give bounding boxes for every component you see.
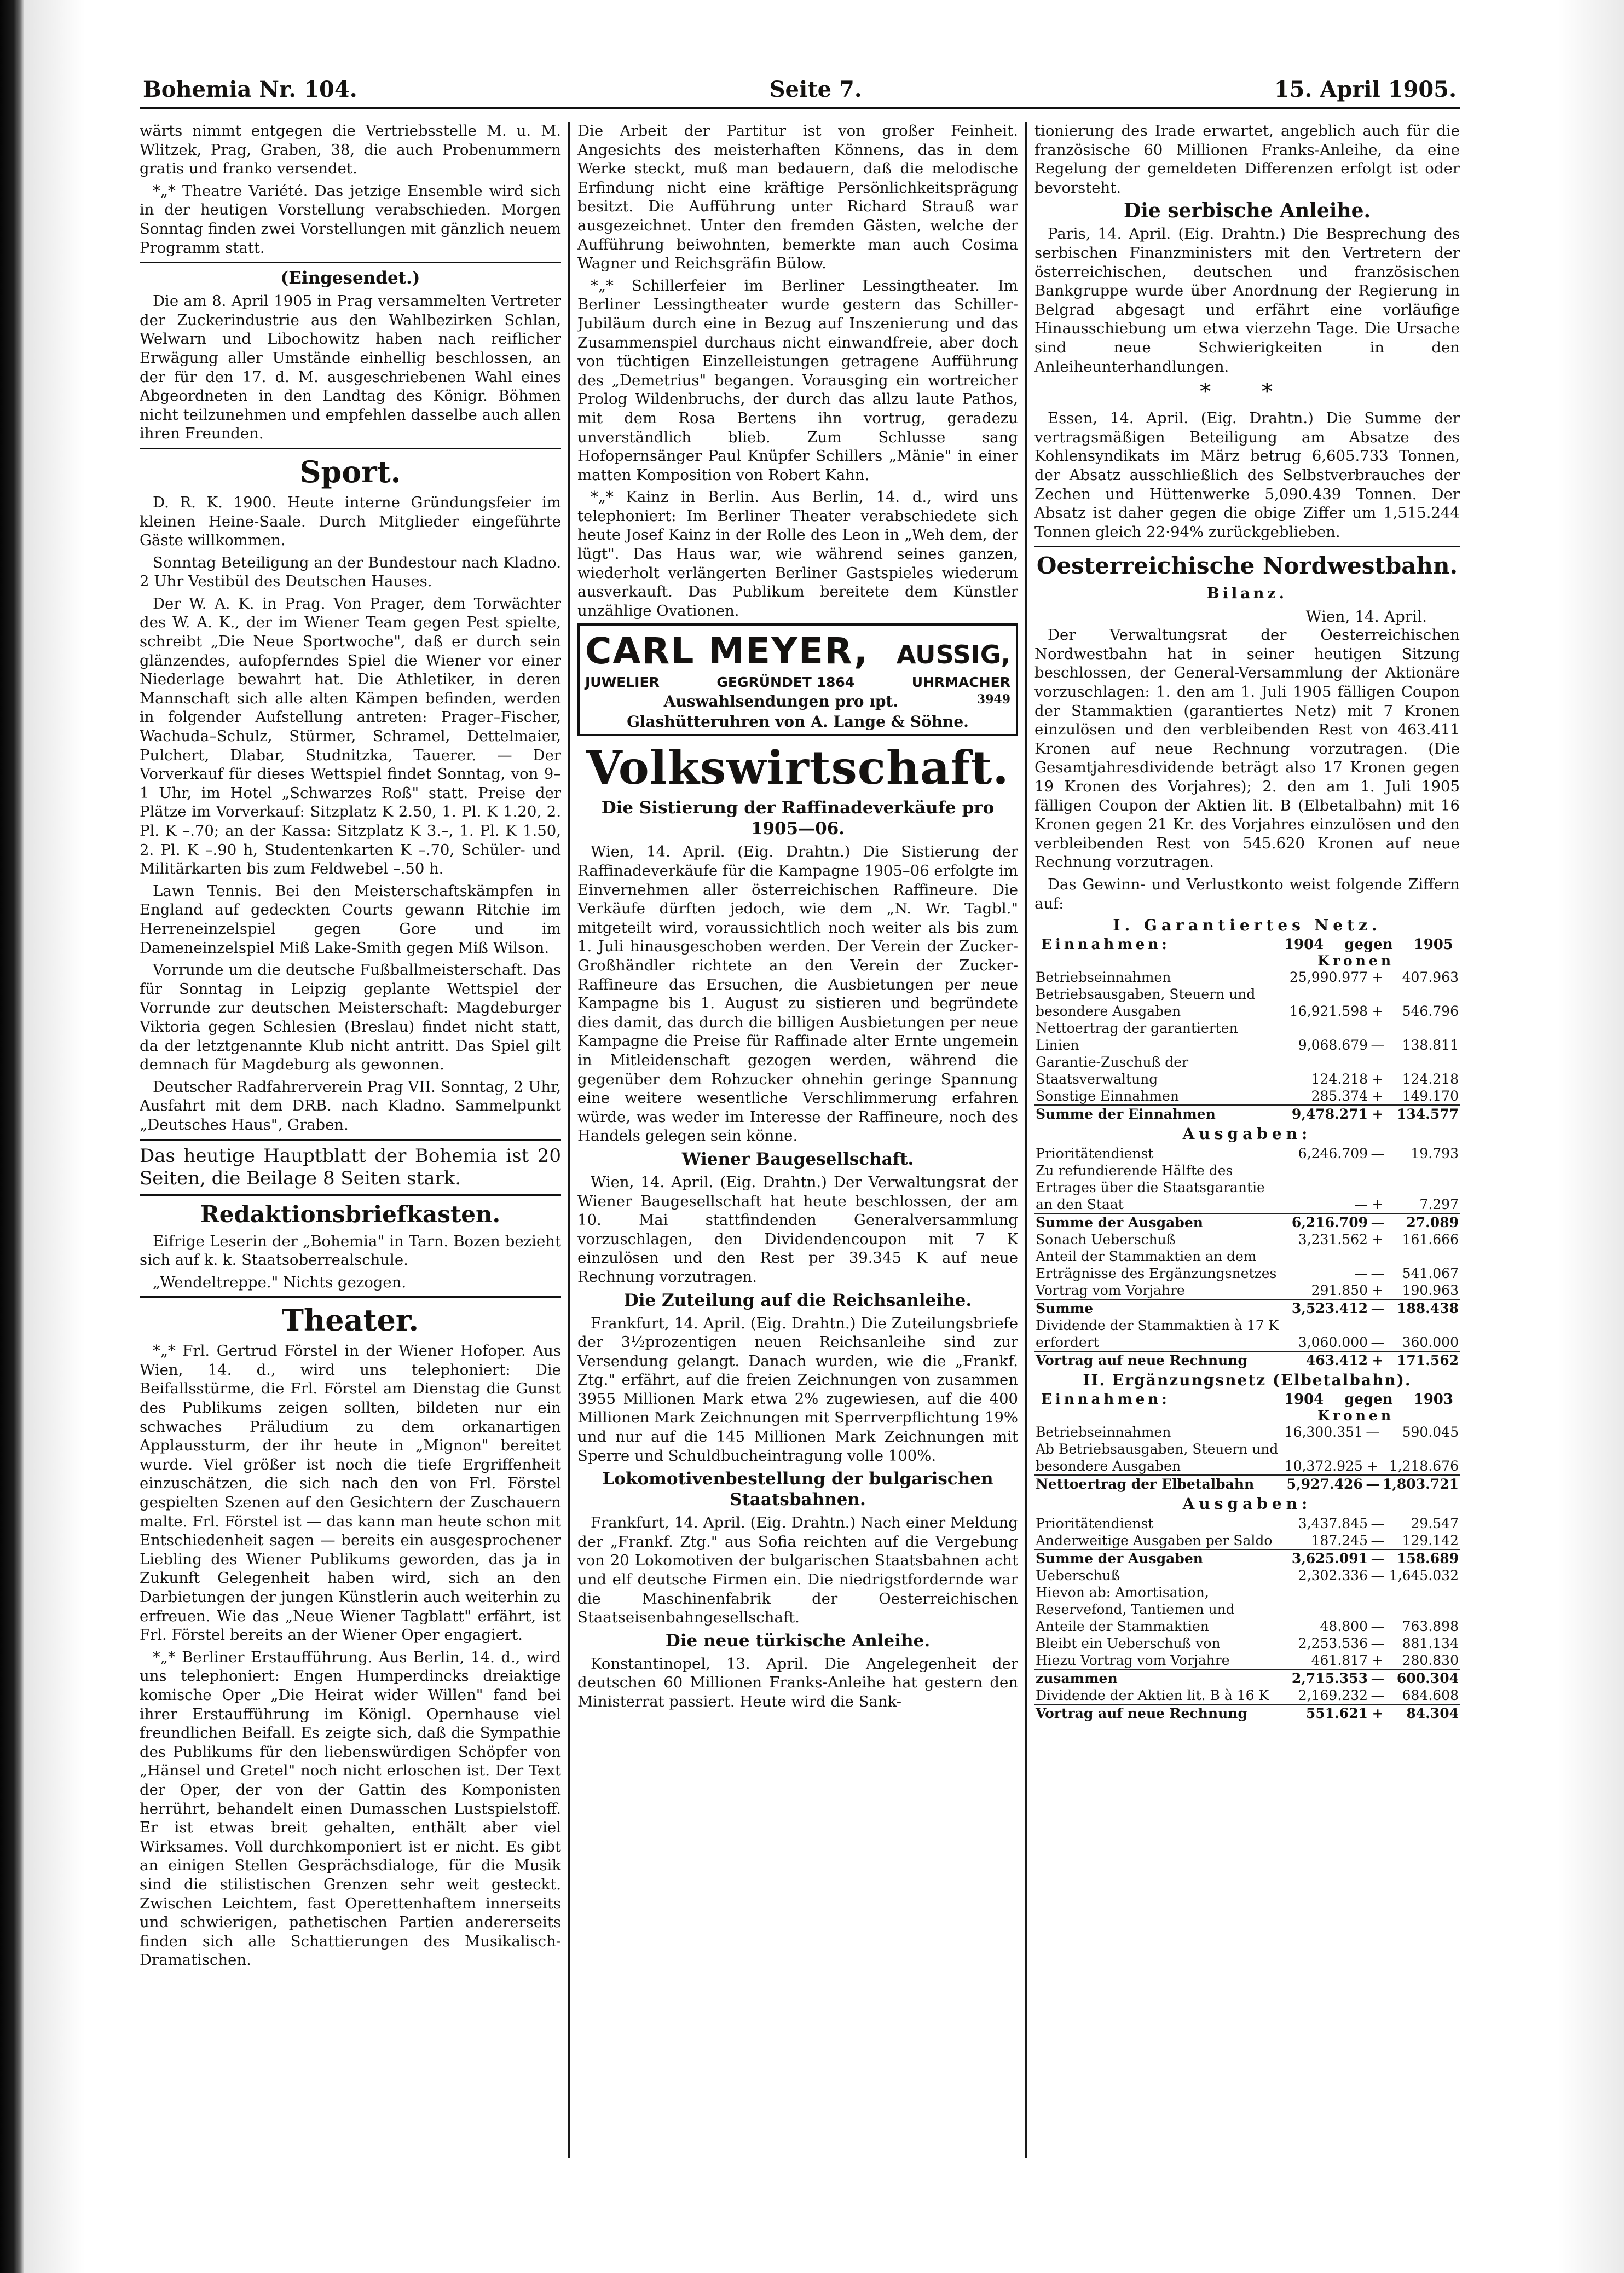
column-rule [1025,122,1027,2158]
article-heading: Wiener Baugesellschaft. [681,1149,914,1169]
row-label: Betriebseinnahmen [1036,969,1171,986]
table-row [1034,1213,1460,1231]
section-heading: (Eingesendet.) [280,268,420,288]
article-paragraph: *„* Frl. Gertrud Förstel in der Wiener Hofoper. Aus Wien, 14. d., wird uns telephoniert: Die Beifallsstürme, die Frl. Förstel am Dienstag die Gunst des Publikums zeigen sollten, bildeten nur ein schwaches Präludium zu dem orkanartigen Applaussturm, der ihr heute in „Mignon" bereitet wurde. Viel größer ist noch die tiefe Ergriffenheit einzuschätzen, die sich nach den von Frl. Förstel gespielten Szenen auf den Gesichtern der Zuschauern malte. Frl. Förstel ist — das kann man heute schon mit Entschiedenheit sagen — bereits ein ausgesprochener Liebling des Wiener Publikums geworden, das ja in Zukunft Gelegenheit haben wird, sich an den Darbietungen der jungen Künstlerin auch weiterhin zu erfreuen. Wie das „Neue Wiener Tagblatt" erfährt, ist Frl. Förstel bereits an der Wiener Oper engagiert. [140,1342,561,1644]
article-paragraph: Frankfurt, 14. April. (Eig. Drahtn.) Nach einer Meldung der „Frankf. Ztg." aus Sofia reichten auf die Vergebung von 20 Lokomotiven der bulgarischen Staatsbahnen acht und elf deutsche Firmen ein. Die niedrigstfordernde war die Maschinenfabrik der Oesterreichischen Staatseisenbahngesellschaft. [577,1514,1018,1627]
row-label: Zu refundierende Hälfte des Ertrages über die Staatsgarantie an den Staat [1036,1162,1265,1213]
table-row [1034,1162,1460,1213]
article-paragraph: *„* Theatre Variété. Das jetzige Ensemble wird sich in der heutigen Vorstellung verabschieden. Morgen Sonntag finden zwei Vorstellungen mit gänzlich neuem Programm statt. [140,182,561,257]
table-caption: Einnahmen: [1041,1391,1170,1408]
value-change: 7.297 [1419,1196,1459,1213]
value-1904: 3,231.562 [1298,1231,1368,1248]
book-binding-shadow [0,0,25,2273]
change-sign: — [1371,1334,1385,1351]
ad-line: Glashütteruhren von A. Lange & Söhne. [627,713,969,731]
value-1904: 3,523.412 [1285,1299,1369,1317]
value-change: 881.134 [1402,1635,1459,1652]
table-row [1034,1532,1460,1549]
article-heading: Die Zuteilung auf die Reichsanleihe. [623,1290,972,1310]
value-change: 158.689 [1386,1549,1460,1567]
change-sign: — [1369,1213,1386,1231]
value-change: 590.045 [1402,1424,1459,1441]
value-1904: 2,302.336 [1298,1568,1368,1584]
year-label: 1905 [1413,936,1453,953]
value-change: 600.304 [1386,1669,1460,1687]
table-row [1034,1317,1460,1351]
value-change: 407.963 [1402,969,1459,986]
page-count-note: Das heutige Hauptblatt der Bohemia ist 20 Seiten, die Beilage 8 Seiten stark. [140,1144,561,1189]
article-paragraph: Wien, 14. April. (Eig. Drahtn.) Der Verwaltungsrat der Wiener Baugesellschaft hat heute beschlossen, der am 10. Mai stattfindenden Generalversammlung vorzuschlagen, den Dividendencoupon mit 7 K einzulösen und den Rest per 39.345 K auf neue Rechnung vorzutragen. [577,1173,1018,1286]
value-change: 19.793 [1411,1146,1459,1162]
article-paragraph: Das Gewinn- und Verlustkonto weist folgende Ziffern auf: [1034,876,1460,912]
article-paragraph: Der Verwaltungsrat der Oesterreichischen Nordwestbahn hat in seiner heutigen Sitzung beschlossen, der General-Versammlung der Aktionäre vorzuschlagen: 1. den am 1. Juli 1905 fälligen Coupon der Stammaktien (garantiertes Netz) mit 7 Kronen einzulösen und den verbleibenden Rest von 463.411 Kronen auf neue Rechnung vorzutragen. (Die Gesamtjahresdividende beträgt also 17 Kronen gegen 19 Kronen des Vorjahres); 2. den am 1. Juli 1905 fälligen Coupon der Aktien lit. B (Elbetalbahn) mit 16 Kronen gegen 21 Kr. des Vorjahres einzulösen und den verbleibenden Rest von 545.620 Kronen auf neue Rechnung vorzutragen. [1034,626,1460,871]
value-1904: 2,253.536 [1298,1635,1368,1652]
ad-founded: GEGRÜNDET 1864 [716,674,855,691]
article-paragraph: Eifrige Leserin der „Bohemia" in Tarn. Bozen bezieht sich auf k. k. Staatsoberrealschule. [140,1232,561,1269]
table-row [1034,1020,1460,1054]
value-change: 546.796 [1402,1003,1459,1020]
table-row [1034,1054,1460,1088]
article-heading: Lokomotivenbestellung der bulgarischen Staatsbahnen. [602,1469,993,1510]
table-header [1034,1391,1460,1408]
table-row [1034,1475,1460,1493]
row-label: Summe der Einnahmen [1034,1105,1285,1123]
table-title: I. Garantiertes Netz. [1113,916,1382,935]
article-paragraph: Frankfurt, 14. April. (Eig. Drahtn.) Die Zuteilungsbriefe der 3½prozentigen neuen Reichsanleihe sind zur Versendung gelangt. Danach wurden, wie die „Frankf. Ztg." erfährt, auf die freien Zeichnungen von zusammen 3955 Millionen Mark etwa 2% zugewiesen, auf die 400 Millionen Mark Zeichnungen mit Sperrverpflichtung 19% und nur auf die 145 Millionen Mark Zeichnungen mit Sperre und Schuldbucheintragung volle 100%. [577,1314,1018,1465]
value-1904: 9,478.271 [1285,1105,1369,1123]
value-change: 129.142 [1402,1532,1459,1549]
newspaper-page [140,71,1460,2173]
page-edge [1558,0,1624,2273]
masthead-issue: Bohemia Nr. 104. [143,77,357,102]
year-label: 1904 [1284,936,1324,953]
value-change: 149.170 [1402,1088,1459,1104]
divider [140,262,561,263]
value-1904: 16,921.598 [1289,1003,1368,1020]
article-paragraph: Wien, 14. April. (Eig. Drahtn.) Die Sistierung der Raffinadeverkäufe für die Kampagne 1905–06 erfolgte im Einvernehmen aller österreichischen Raffineure. Die Verkäufe dürften jedoch, wie dem „N. Wr. Tagbl." mitgeteilt wird, voraussichtlich noch weiter als bis zum 1. Juli hinausgeschoben werden. Der Verein der Zucker-Großhändler richtete an den Verein der Zucker-Raffineure das Ersuchen, die Ausbietungen per neue Kampagne bis 1. August zu sistieren und begründete dies damit, das durch die billigen Ausbietungen per neue Kampagne die Preise für Raffinade alter Ernte ungemein in Mitleidenschaft gezogen werden, während die gegenüber dem Rohzucker ohnehin geringe Spannung eine weitere wesentliche Verschlimmerung erfahren würde, was weder im Interesse der Raffineure, noch des Handels gelegen sein könne. [577,843,1018,1145]
row-label: Betriebsausgaben, Steuern und besondere Ausgaben [1036,986,1256,1020]
table-title: II. Ergänzungsnetz (Elbetalbahn). [1083,1371,1412,1390]
article-paragraph: Lawn Tennis. Bei den Meisterschaftskämpfen in England auf gedeckten Courts gewann Ritchie im Herreneinzelspiel gegen Gore und im Dameneinzelspiel Miß Lake-Smith gegen Miß Wilson. [140,882,561,957]
change-sign: — [1371,1687,1385,1704]
row-label: Ueberschuß [1036,1568,1120,1584]
section-heading: Volkswirtschaft. [586,741,1009,795]
divider [140,448,561,449]
change-sign: — [1371,1635,1385,1652]
article-paragraph: tionierung des Irade erwartet, angeblich auch für die französische 60 Millionen Franks-Anleihe, da eine Regelung der gemeldeten Differenzen erfolgt ist oder bevorsteht. [1034,122,1460,196]
ad-trade-right: UHRMACHER [911,674,1010,691]
unit-label: Kronen [1317,1408,1394,1424]
value-change: 188.438 [1386,1299,1460,1317]
change-sign: — [1371,1146,1385,1162]
row-label: Ab Betriebsausgaben, Steuern und besondere Ausgaben [1036,1441,1279,1474]
value-change: 763.898 [1402,1618,1459,1635]
row-label: Summe der Ausgaben [1034,1213,1285,1231]
financial-table [1034,1145,1460,1369]
versus-label: gegen [1344,1391,1393,1408]
value-change: 684.608 [1402,1687,1459,1704]
row-label: Bleibt ein Ueberschuß von [1036,1635,1221,1652]
change-sign: — [1371,1568,1385,1584]
table-header [1034,936,1460,953]
value-1904: 2,715.353 [1285,1669,1369,1687]
value-1904: 463.412 [1285,1351,1369,1369]
table-caption: Ausgaben: [1182,1125,1312,1143]
change-sign: + [1372,1003,1384,1020]
change-sign: — [1371,1037,1385,1054]
value-1904: 285.374 [1311,1088,1368,1104]
table-caption: Einnahmen: [1041,936,1170,953]
table-row [1034,1687,1460,1704]
value-change: 171.562 [1386,1351,1460,1369]
value-change: 124.218 [1402,1071,1459,1088]
columns [140,122,1460,2168]
table-caption: Ausgaben: [1182,1495,1312,1513]
ad-company-name: CARL MEYER, [585,630,869,673]
value-1904: 16,300.351 [1284,1424,1363,1441]
value-1904: 6,246.709 [1298,1146,1368,1162]
year-label: 1903 [1413,1391,1453,1408]
value-1904: 25,990.977 [1289,969,1368,986]
change-sign: + [1372,1196,1384,1213]
value-change: 360.000 [1402,1334,1459,1351]
section-heading: Theater. [281,1303,419,1338]
row-label: Nettoertrag der Elbetalbahn [1034,1475,1280,1493]
unit-label: Kronen [1317,953,1394,969]
row-label: Anteil der Stammaktien an dem Erträgnisse des Ergänzungsnetzes [1036,1248,1277,1282]
article-paragraph: Konstantinopel, 13. April. Die Angelegenheit der deutschen 60 Millionen Franks-Anleihe hat gestern den Ministerrat passiert. Heute wird die Sank- [577,1655,1018,1710]
value-1904: 187.245 [1311,1532,1368,1549]
article-paragraph: Die am 8. April 1905 in Prag versammelten Vertreter der Zuckerindustrie aus den Wahlbezirken Schlan, Welwarn und Libochowitz haben nach reiflicher Erwägung aller Umstände einhellig beschlossen, an der für den 17. d. M. ausgeschriebenen Wahl eines Abgeordneten in den Landtag des Königr. Böhmen nicht teilzunehmen und empfehlen dasselbe auch allen ihren Freunden. [140,292,561,443]
table-row [1034,1351,1460,1369]
row-label: Sonach Ueberschuß [1036,1231,1176,1248]
advertisement-carl-meyer [577,623,1018,736]
value-1904: 10,372.925 [1284,1458,1363,1474]
ad-line [585,692,1010,710]
table-row [1034,1704,1460,1722]
row-label: Hievon ab: Amortisation, Reservefond, Tantiemen und Anteile der Stammaktien [1036,1584,1235,1635]
change-sign: + [1372,1088,1384,1104]
row-label: Summe [1034,1299,1285,1317]
column-3 [1034,122,1460,2168]
article-paragraph: Paris, 14. April. (Eig. Drahtn.) Die Besprechung des serbischen Finanzministers mit den Vertretern der österreichischen, deutschen und französischen Bankgruppe wurde über Anordnung der Regierung in Belgrad abgesagt und erfährt eine vorläufige Hinausschiebung um etwa vierzehn Tage. Die Ursache sind neue Schwierigkeiten in den Anleiheunterhandlungen. [1034,225,1460,375]
value-1904: 291.850 [1311,1282,1368,1299]
table-row [1034,969,1460,986]
value-change: 138.811 [1402,1037,1459,1054]
change-sign: + [1367,1458,1379,1474]
value-1904: 461.817 [1311,1652,1368,1669]
article-paragraph: „Wendeltreppe." Nichts gezogen. [153,1273,407,1291]
value-1904: 5,927.426 [1280,1475,1364,1493]
article-paragraph: *„* Berliner Erstaufführung. Aus Berlin, 14. d., wird uns telephoniert: Engen Humperdincks dreiaktige komische Oper „Die Heirat wider Willen" fand bei ihrer Erstaufführung im Königl. Opernhause viel freundlichen Beifall. Es zeigte sich, daß die Sympathie des Publikums für den liebenswürdigen Schöpfer von „Hänsel und Gretel" noch nicht erloschen ist. Der Text der Oper, der von der Gattin des Komponisten herrührt, behandelt einen Dumasschen Lustspielstoff. Er ist etwas breit gehalten, enthält aber viel Wirksames. Voll durchkomponiert ist er nicht. Es gibt an einigen Stellen Gesprächsdialoge, für die Musik sind die stilistischen Grenzen sehr weit gesteckt. Zwischen Leichtem, fast Operettenhaftem innerseits und schwierigen, pathetischen Partien andererseits finden sich alle Schattierungen des Musikalisch-Dramatischen. [140,1648,561,1969]
dateline: Wien, 14. April. [1305,608,1427,626]
section-heading: Oesterreichische Nordwestbahn. [1036,552,1458,580]
value-change: 541.067 [1402,1265,1459,1282]
section-heading: Sport. [299,454,401,489]
change-sign: + [1372,1071,1384,1088]
year-label: 1904 [1284,1391,1324,1408]
article-paragraph: Sonntag Beteiligung an der Bundestour nach Kladno. 2 Uhr Vestibül des Deutschen Hauses. [140,553,561,591]
value-change: 1,218.676 [1389,1458,1459,1474]
change-sign: + [1372,969,1384,986]
article-heading: Die serbische Anleihe. [1123,199,1371,223]
article-paragraph: *„* Schillerfeier im Berliner Lessingtheater. Im Berliner Lessingtheater wurde gestern das Schiller-Jubiläum durch eine in Bezug auf Inszenierung und das Zusammenspiel durchaus nicht einwandfreie, aber doch von tüchtigen Einzelleistungen getragene Aufführung des „Demetrius" begangen. Vorausging ein wortreicher Prolog Wildenbruchs, der durch das allzu laute Pathos, mit dem Rosa Bertens ihn vortrug, geradezu unverständlich blieb. Zum Schlusse sang Hofopernsänger Paul Knüpfer Schillers „Mänie" in einer matten Komposition von Robert Kahn. [577,276,1018,484]
table-row [1034,1515,1460,1532]
issue-date: 15. April 1905. [1274,77,1457,102]
row-label: Dividende der Aktien lit. B à 16 K [1036,1687,1269,1704]
article-paragraph: D. R. K. 1900. Heute interne Gründungsfeier im kleinen Heine-Saale. Durch Mitglieder eingeführte Gäste willkommen. [140,493,561,550]
ad-code: 3949 [976,692,1010,707]
table-row [1034,1088,1460,1105]
page-header [140,71,1460,109]
financial-table [1034,1424,1460,1493]
row-label: Hiezu Vortrag vom Vorjahre [1036,1652,1230,1669]
value-change: 29.547 [1411,1516,1459,1532]
table-row [1034,986,1460,1020]
column-1 [140,122,561,2168]
article-paragraph: wärts nimmt entgegen die Vertriebsstelle M. u. M. Wlitzek, Prag, Graben, 38, die auch Probenummern gratis und franko versendet. [140,122,561,178]
table-row [1034,1652,1460,1669]
value-1904: 48.800 [1320,1618,1368,1635]
change-sign: — [1366,1424,1380,1441]
divider [140,1194,561,1196]
value-1904: 3,437.845 [1298,1516,1368,1532]
separator-stars: * * [1200,379,1294,405]
article-paragraph: Der W. A. K. in Prag. Von Prager, dem Torwächter des W. A. K., der im Wiener Team gegen Pest spielte, schreibt „Die Neue Sportwoche", daß er durch sein glänzendes, aufopferndes Spiel die Wiener vor einer Niederlage bewahrt hat. Die Athletiker, in deren Mannschaft sich alle alten Kämpen befinden, werden in folgender Aufstellung antreten: Prager–Fischer, Wachuda–Schulz, Stürmer, Schramel, Dettelmaier, Pulchert, Dlabar, Studnitzka, Tauerer. — Der Vorverkauf für dieses Wettspiel findet Sonntag, von 9–1 Uhr, im Hotel „Schwarzes Roß" statt. Preise der Plätze im Vorverkauf: Sitzplatz K 2.50, 1. Pl. K 1.20, 2. Pl. K –.70; an der Kassa: Sitzplatz K 3.–, 1. Pl. K 1.50, 2. Pl. K –.90 h, Studentenkarten K –.70, Schüler- und Militärkarten bis zum Feldwebel –.50 h. [140,594,561,878]
value-1904: 9,068.679 [1298,1037,1368,1054]
subheading: Bilanz. [1206,585,1288,603]
change-sign: + [1372,1231,1384,1248]
divider [140,1139,561,1141]
divider [140,1296,561,1298]
row-label: Vortrag auf neue Rechnung [1034,1704,1285,1722]
row-label: Summe der Ausgaben [1034,1549,1285,1567]
value-1904: 3,060.000 [1298,1334,1368,1351]
value-1904: 3,625.091 [1285,1549,1369,1567]
article-heading: Die Sistierung der Raffinadeverkäufe pro 1905—06. [601,798,995,839]
value-change: 190.963 [1402,1282,1459,1299]
value-change: 161.666 [1402,1231,1459,1248]
value-change: 134.577 [1386,1105,1460,1123]
table-row [1034,1549,1460,1567]
table-row [1034,1282,1460,1299]
page-number: Seite 7. [769,77,862,102]
table-row [1034,1248,1460,1282]
value-1904: 551.621 [1285,1704,1369,1722]
ad-trade-left: JUWELIER [585,674,660,691]
change-sign: + [1369,1105,1386,1123]
row-label: Vortrag vom Vorjahre [1036,1282,1185,1299]
change-sign: — [1369,1549,1386,1567]
row-label: Anderweitige Ausgaben per Saldo [1036,1532,1273,1549]
table-row [1034,1584,1460,1635]
row-label: Betriebseinnahmen [1036,1424,1171,1441]
row-label: Prioritätendienst [1036,1516,1154,1532]
table-row [1034,1669,1460,1687]
table-row [1034,1231,1460,1248]
article-paragraph: Die Arbeit der Partitur ist von großer Feinheit. Angesichts des meisterhaften Könnens, das in dem Werke steckt, muß man bedauern, daß die melodische Erfindung nicht eine kräftige Persönlichkeitsprägung besitzt. Die Aufführung unter Richard Strauß war ausgezeichnet. Unter den fremden Gästen, welche der Aufführung beiwohnten, bemerkte man auch Cosima Wagner und Reichsgräfin Bülow. [577,122,1018,273]
value-1904: — [1354,1265,1368,1282]
table-row [1034,1299,1460,1317]
article-paragraph: *„* Kainz in Berlin. Aus Berlin, 14. d., wird uns telephoniert: Im Berliner Theater verabschiedete sich heute Josef Kainz in der Rolle des Leon in „Weh dem, der lügt". Das Haus war, wie während seines ganzen, wiederholt verlängerten Berliner Gastspieles wiederum ausverkauft. Das Publikum bereitete dem Künstler unzählige Ovationen. [577,488,1018,620]
value-change: 84.304 [1386,1704,1460,1722]
change-sign: + [1369,1704,1386,1722]
value-change: 27.089 [1386,1213,1460,1231]
row-label: Garantie-Zuschuß der Staatsverwaltung [1036,1054,1189,1088]
column-2 [577,122,1018,2168]
value-change: 1,803.721 [1382,1476,1459,1493]
value-1904: 6,216.709 [1285,1213,1369,1231]
value-1904: 2,169.232 [1298,1687,1368,1704]
gutter-shade [25,0,85,2273]
row-label: Vortrag auf neue Rechnung [1034,1351,1285,1369]
row-label: Dividende der Stammaktien à 17 K erfordert [1036,1317,1279,1351]
change-sign: — [1371,1532,1385,1549]
table-row [1034,1105,1460,1123]
financial-table [1034,1515,1460,1722]
article-heading: Die neue türkische Anleihe. [665,1630,931,1651]
change-sign: — [1369,1299,1386,1317]
row-label: Prioritätendienst [1036,1146,1154,1162]
article-paragraph: Vorrunde um die deutsche Fußballmeisterschaft. Das für Sonntag in Leipzig geplante Wettspiel der Vorrunde zur deutschen Meisterschaft: Magdeburger Viktoria gegen Schlesien (Breslau) findet nicht statt, da der letztgenannte Klub nicht antritt. Das Spiel gilt demnach für Magdeburg als gewonnen. [140,961,561,1074]
change-sign: — [1371,1516,1385,1532]
table-row [1034,1635,1460,1652]
table-row [1034,1145,1460,1162]
article-paragraph: Essen, 14. April. (Eig. Drahtn.) Die Summe der vertragsmäßigen Beteiligung am Absatze des Kohlensyndikats im März betrug 6,605.733 Tonnen, der Absatz ausschließlich des Selbstverbrauches der Zechen und Hüttenwerke 5,090.439 Tonnen. Der Absatz ist daher gegen die obige Ziffer um 1,515.244 Tonnen gleich 22·94% zurückgeblieben. [1034,409,1460,541]
change-sign: + [1372,1652,1384,1669]
row-label: zusammen [1034,1669,1285,1687]
section-heading: Redaktionsbriefkasten. [200,1200,501,1228]
column-rule [568,122,570,2158]
versus-label: gegen [1344,936,1393,953]
ad-city: AUSSIG, [896,640,1010,670]
table-row [1034,1441,1460,1475]
row-label: Sonstige Einnahmen [1036,1088,1179,1104]
row-label: Nettoertrag der garantierten Linien [1036,1020,1238,1054]
change-sign: + [1372,1282,1384,1299]
change-sign: — [1364,1475,1382,1493]
value-change: 1,645.032 [1389,1568,1459,1584]
change-sign: — [1371,1265,1385,1282]
change-sign: — [1369,1669,1386,1687]
change-sign: — [1371,1618,1385,1635]
article-paragraph: Deutscher Radfahrerverein Prag VII. Sonntag, 2 Uhr, Ausfahrt mit dem DRB. nach Kladno. Sammelpunkt „Deutsches Haus", Graben. [140,1078,561,1133]
divider [1034,546,1460,547]
financial-table [1034,969,1460,1123]
value-1904: — [1354,1196,1368,1213]
value-1904: 124.218 [1311,1071,1368,1088]
value-change: 280.830 [1402,1652,1459,1669]
change-sign: + [1369,1351,1386,1369]
table-row [1034,1424,1460,1441]
table-row [1034,1567,1460,1584]
ad-offer: Auswahlsendungen pro ıpt. [663,692,899,711]
